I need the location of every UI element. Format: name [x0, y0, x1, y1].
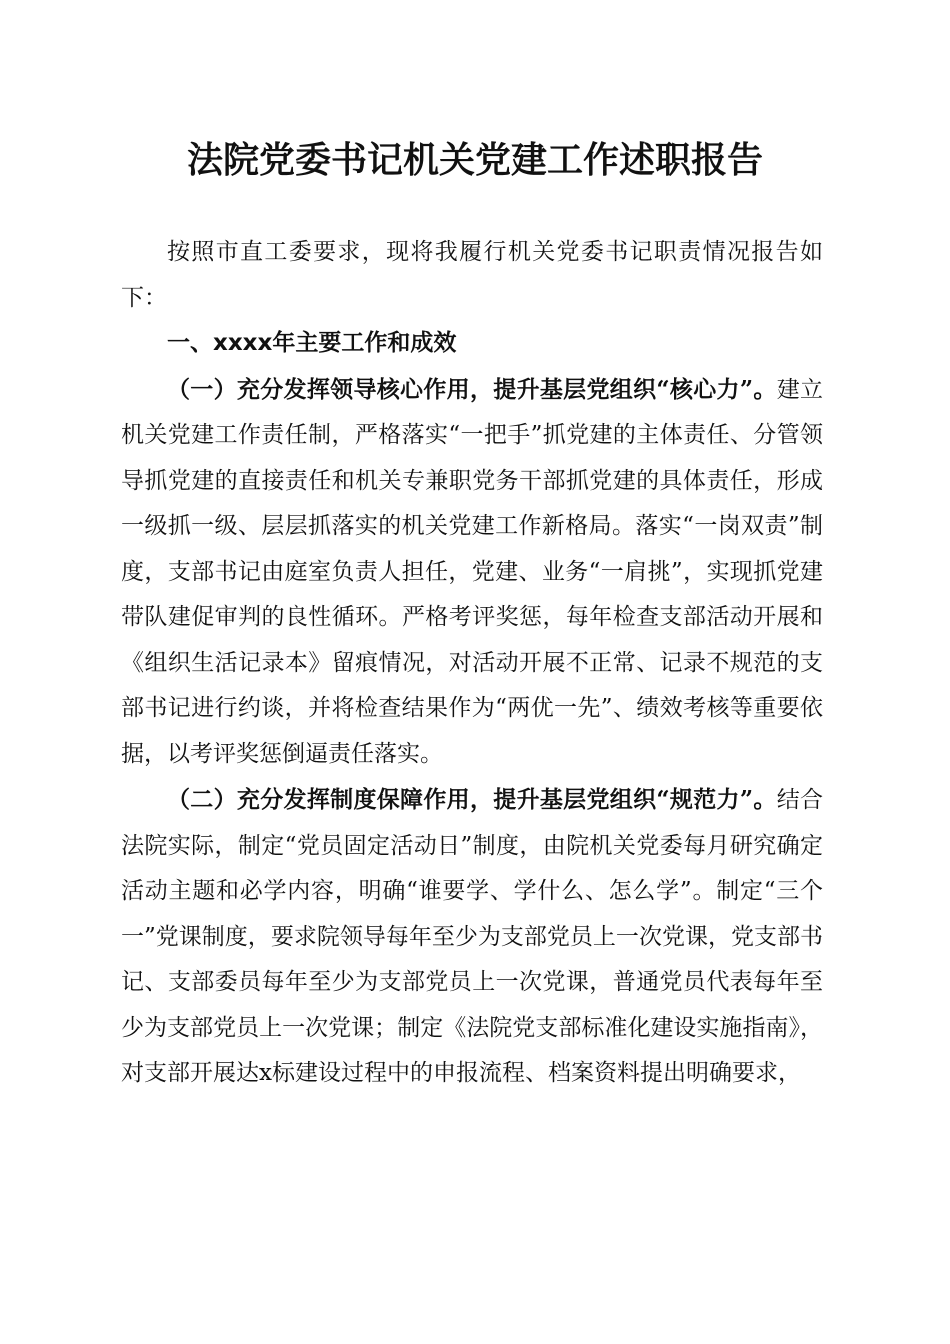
paragraph-2 [121, 777, 823, 1097]
paragraph-2-body: 结合法院实际，制定“党员固定活动日”制度，由院机关党委每月研究确定活动主题和必学内容，明确“谁要学、学什么、怎么学”。制定“三个一”党课制度，要求院领导每年至少为支部党员上一次党课，党支部书记、支部委员每年至少为支部党员上一次党课，普通党员代表每年至少为支部党员上一次党课；制定《法院党支部标准化建设实施指南》，对支部开展达x标建设过程中的申报流程、档案资料提出明确要求， [121, 787, 823, 1086]
intro-paragraph: 按照市直工委要求，现将我履行机关党委书记职责情况报告如下： [121, 239, 823, 311]
paragraph-1-body: 建立机关党建工作责任制，严格落实“一把手”抓党建的主体责任、分管领导抓党建的直接责任和机关专兼职党务干部抓党建的具体责任，形成一级抓一级、层层抓落实的机关党建工作新格局。落实“一岗双责”制度，支部书记由庭室负责人担任，党建、业务“一肩挑”，实现抓党建带队建促审判的良性循环。严格考评奖惩，每年检查支部活动开展和《组织生活记录本》留痕情况，对活动开展不正常、记录不规范的支部书记进行约谈，并将检查结果作为“两优一先”、绩效考核等重要依据，以考评奖惩倒逼责任落实。 [121, 376, 823, 767]
paragraph-1 [121, 367, 823, 778]
document-body [121, 230, 823, 1097]
paragraph-1-heading: （一）充分发挥领导核心作用，提升基层党组织“核心力”。 [167, 375, 777, 403]
section-heading: 一、xxxx年主要工作和成效 [167, 330, 457, 356]
document-title: 法院党委书记机关党建工作述职报告 [186, 139, 763, 181]
paragraph-2-heading: （二）充分发挥制度保障作用，提升基层党组织“规范力”。 [167, 786, 777, 813]
